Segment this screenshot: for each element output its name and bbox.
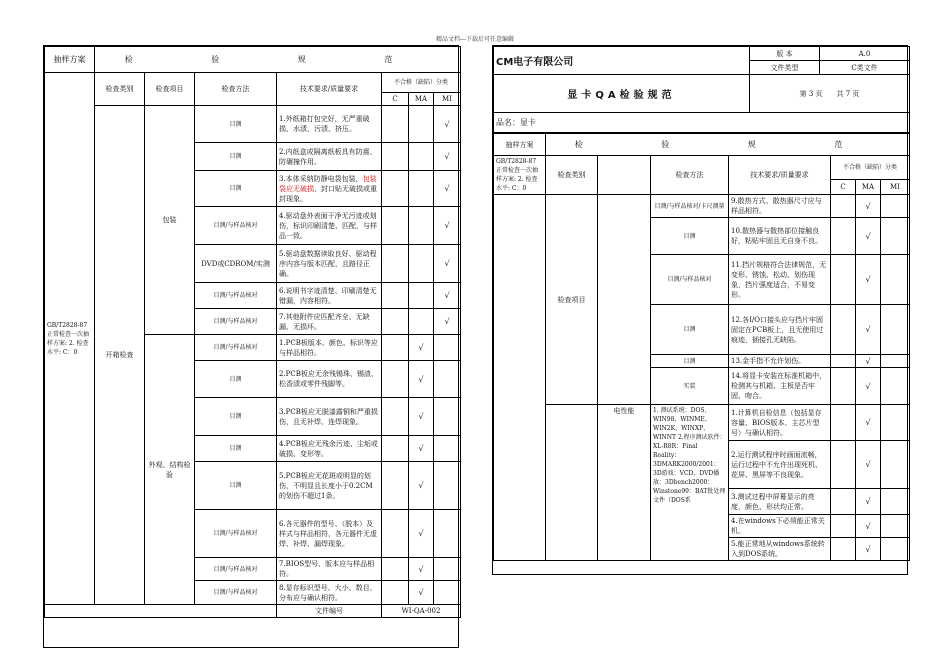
ma-cell [409, 309, 434, 335]
ma-cell [409, 207, 434, 245]
header-ma: MA [856, 179, 881, 194]
method-cell: 实装 [651, 368, 729, 405]
requirement-cell: 7.其他附件应匹配齐全、无缺漏、无损坏。 [277, 309, 382, 335]
requirement-cell: 4.PCB板应无残余污迹、尘垢或破损、变形等。 [277, 436, 382, 462]
mi-cell [881, 405, 910, 441]
c-cell [382, 171, 409, 207]
requirement-cell: 6.各元器件的型号、（脱本）及样式与样品相符，各元器件无虚焊、补焊、漏焊现象。 [277, 510, 382, 558]
requirement-cell: 5.PCB板应无花斑或明显的划伤，不明显且长度小于0.2CM的划伤不超过1条。 [277, 462, 382, 510]
requirement-cell: 4.驱动盘外表面干净无污迹或划伤，标识印刷清楚、匹配，与样品一致。 [277, 207, 382, 245]
requirement-cell: 9.散热方式、散热器尺寸应与样品相符。 [729, 195, 831, 218]
header-requirement: 技术要求/质量要求 [729, 156, 831, 195]
requirement-cell: 11.挡片规格符合法律规范，无变形、锈蚀、松动、划伤现象，挡片强度适合，不易变形。 [729, 255, 831, 305]
method-cell: 目测 [195, 143, 277, 171]
ma-cell: √ [409, 462, 434, 510]
product-name: 品名：显卡 [494, 113, 910, 133]
mi-cell [881, 515, 910, 538]
ma-cell [409, 106, 434, 143]
method-cell: 目测/与样品核对 [195, 283, 277, 309]
ma-cell: √ [409, 436, 434, 462]
mi-cell [434, 558, 461, 581]
requirement-cell: 12.各I/O口接头应与挡片牢固固定在PCB板上，且无使用过痕迹，插接孔无缺陷。 [729, 305, 831, 355]
c-cell [382, 558, 409, 581]
c-cell [382, 581, 409, 605]
c-cell [831, 355, 856, 368]
mi-cell [434, 335, 461, 361]
perf-method: 1. 测试系统：DOS、WIN98、WINME、WIN2K、WINXP、WINNT 2.程序测试软件：XL-R8R：Final Reality：3DMARK2000/2001：3D游戏：VCD、DVD播放：3Dbench2000：Winstone99：BAT批处理文件（DOS系 [651, 405, 729, 561]
ma-cell [409, 171, 434, 207]
requirement-cell: 4.在windows下必须能正常关机。 [729, 515, 831, 538]
mi-cell [434, 361, 461, 398]
method-cell: 目测/与样品核对 [195, 207, 277, 245]
ma-cell [409, 245, 434, 283]
ma-cell: √ [856, 218, 881, 255]
mi-cell [881, 195, 910, 218]
method-cell: 目测 [195, 106, 277, 143]
c-cell [831, 405, 856, 441]
requirement-text: 、封口贴无破损或重封现象。 [279, 184, 377, 203]
header-mi: MI [881, 179, 910, 194]
ma-cell: √ [856, 489, 881, 515]
requirement-cell: 6.说明书字迹清楚、印刷清楚无错漏，内容相符。 [277, 283, 382, 309]
header-method: 检查方法 [651, 156, 729, 195]
requirement-cell: 7.BIOS型号、版本应与样品相符。 [277, 558, 382, 581]
mi-cell [881, 489, 910, 515]
ma-cell: √ [856, 195, 881, 218]
header-method: 检查方法 [195, 73, 277, 106]
spec-title: 检 验 规 范 [546, 134, 910, 156]
requirement-cell: 8.显存标识型号、大小、数目、分布应与确认相符。 [277, 581, 382, 605]
method-cell: 目测/与样品核对 [195, 558, 277, 581]
c-cell [831, 515, 856, 538]
mi-cell [881, 441, 910, 489]
category-blank [546, 405, 598, 561]
doctype-value: C类文件 [820, 61, 910, 75]
header-item-blank [598, 156, 651, 195]
page-info: 第 3 页 共 7 页 [750, 75, 910, 113]
version-value: A.0 [820, 47, 910, 61]
requirement-cell: 1.外纸箱打包完好，无严重破损、水渍、污渍、挤压。 [277, 106, 382, 143]
method-cell: 目测/与样品核对/卡尺测量 [651, 195, 729, 218]
c-cell [382, 207, 409, 245]
mi-cell [434, 510, 461, 558]
requirement-cell: 2.PCB板应无余残锡珠、锡渣、松香渍或零件残脚等。 [277, 361, 382, 398]
requirement-cell: 3.测试过程中屏幕显示的亮度、颜色、形状均正常。 [729, 489, 831, 515]
method-cell: 目测/与样品核对 [651, 255, 729, 305]
company-name: CM电子有限公司 [494, 47, 750, 75]
method-cell: 目测 [195, 361, 277, 398]
requirement-cell [277, 171, 382, 207]
left-page [43, 45, 459, 648]
right-page [492, 45, 908, 575]
mi-cell [881, 355, 910, 368]
mi-cell [881, 305, 910, 355]
ma-cell: √ [409, 581, 434, 605]
mi-cell [434, 462, 461, 510]
ma-cell: √ [856, 405, 881, 441]
sampling-label: 抽样方案 [494, 134, 546, 156]
c-cell [831, 255, 856, 305]
c-cell [382, 245, 409, 283]
header-item: 检查项目 [145, 73, 195, 106]
ma-cell: √ [409, 335, 434, 361]
perf-label: 电性能 [598, 405, 651, 561]
c-cell [831, 305, 856, 355]
ma-cell: √ [409, 398, 434, 436]
header-c: C [382, 93, 409, 106]
c-cell [831, 218, 856, 255]
mi-cell: √ [434, 143, 461, 171]
mi-cell [881, 538, 910, 561]
item-packaging: 包装 [145, 106, 195, 335]
header-defect-class: 不合格（缺陷）分类 [382, 73, 461, 93]
ma-cell [409, 283, 434, 309]
mi-cell: √ [434, 106, 461, 143]
mi-cell [881, 255, 910, 305]
footer-spacer [45, 605, 277, 618]
requirement-cell: 5.驱动盘数据读取良好、驱动程序内容与版本匹配，且路径正确。 [277, 245, 382, 283]
item-appearance: 外观、结构检验 [145, 335, 195, 605]
c-cell [382, 335, 409, 361]
header-category: 检查类别 [95, 73, 145, 106]
method-cell: 目测 [195, 462, 277, 510]
method-cell: 目测 [195, 398, 277, 436]
sampling-label: 抽样方案 [45, 47, 95, 73]
spec-title: 检 验 规 范 [95, 47, 461, 73]
requirement-highlight: 包装袋应无破损 [279, 174, 377, 193]
top-note: 精品文档---下载后可任意编辑 [435, 36, 515, 43]
method-cell: 目测/与样品核对 [195, 581, 277, 605]
method-cell: 目测/与样品核对 [195, 309, 277, 335]
c-cell [831, 195, 856, 218]
ma-cell: √ [409, 361, 434, 398]
mi-cell: √ [434, 283, 461, 309]
right-spec-table [493, 133, 910, 561]
doc-number-label: 文件编号 [277, 605, 382, 618]
c-cell [382, 462, 409, 510]
ma-cell: √ [856, 515, 881, 538]
mi-cell [434, 581, 461, 605]
version-label: 版 本 [750, 47, 820, 61]
requirement-cell: 13.金手指不允许划伤。 [729, 355, 831, 368]
ma-cell: √ [856, 368, 881, 405]
mi-cell [434, 398, 461, 436]
right-header-table [493, 46, 910, 133]
c-cell [382, 361, 409, 398]
ma-cell: √ [856, 538, 881, 561]
sampling-blank [494, 195, 546, 561]
requirement-cell: 14.将显卡安装在标准机箱中，检测其与机箱、主板是否牢固、吻合。 [729, 368, 831, 405]
mi-cell [434, 436, 461, 462]
method-cell: 目测 [651, 355, 729, 368]
c-cell [382, 106, 409, 143]
mi-cell: √ [434, 245, 461, 283]
c-cell [382, 436, 409, 462]
requirement-cell: 5.能正常地从windows系统转入到DOS系统。 [729, 538, 831, 561]
header-c: C [831, 179, 856, 194]
method-cell: DVD或CDROM/实测 [195, 245, 277, 283]
method-cell: 目测 [651, 218, 729, 255]
ma-cell: √ [856, 255, 881, 305]
c-cell [382, 309, 409, 335]
mi-cell [881, 218, 910, 255]
method-cell: 目测/与样品核对 [195, 510, 277, 558]
ma-cell: √ [409, 558, 434, 581]
mi-cell: √ [434, 171, 461, 207]
header-defect-class: 不合格（缺陷）分类 [831, 156, 910, 180]
document-title: 显卡QA检验规范 [494, 75, 750, 113]
c-cell [382, 143, 409, 171]
requirement-cell: 10.散热器与散热部位接触良好，粘贴牢固且无自身不良。 [729, 218, 831, 255]
requirement-cell: 3.PCB板应无脱漆露铜和严重损伤，且无补焊、连焊现象。 [277, 398, 382, 436]
ma-cell: √ [856, 305, 881, 355]
ma-cell [409, 143, 434, 171]
item-blank [598, 195, 651, 405]
doctype-label: 文件类型 [750, 61, 820, 75]
sampling-plan-text: GB/T2828-87 正常检查一次抽样方案: 2. 检查水平: C：0 [494, 156, 546, 195]
method-cell: 目测/与样品核对 [195, 335, 277, 361]
mi-cell: √ [434, 207, 461, 245]
c-cell [382, 510, 409, 558]
header-category: 检查类别 [546, 156, 598, 195]
c-cell [382, 398, 409, 436]
ma-cell: √ [409, 510, 434, 558]
method-cell: 目测 [195, 436, 277, 462]
left-spec-table [44, 46, 461, 618]
requirement-cell: 1.PCB板版本、颜色、标识等应与样品相符。 [277, 335, 382, 361]
method-cell: 目测 [195, 171, 277, 207]
ma-cell: √ [856, 355, 881, 368]
c-cell [831, 538, 856, 561]
c-cell [831, 489, 856, 515]
c-cell [831, 368, 856, 405]
inspection-item: 检查项目 [546, 195, 598, 405]
ma-cell: √ [856, 441, 881, 489]
requirement-cell: 2.运行测试程序时画面流畅，运行过程中不允许出现死机、花屏、黑屏等不良现象。 [729, 441, 831, 489]
mi-cell: √ [434, 309, 461, 335]
sampling-plan-text: GB/T2828-87 正常检查一次抽样方案: 2. 检查水平: C：0 [45, 73, 95, 605]
requirement-text: 3.本体采纳防静电袋包装， [279, 174, 363, 183]
header-requirement: 技术要求/质量要求 [277, 73, 382, 106]
category-unboxing: 开箱检查 [95, 106, 145, 605]
requirement-cell: 2.内纸盒或隔离纸板具有防震、防碾撞作用。 [277, 143, 382, 171]
header-ma: MA [409, 93, 434, 106]
method-cell: 目测 [651, 305, 729, 355]
c-cell [831, 441, 856, 489]
requirement-cell: 1.计算机自检信息（包括显存容量、BIOS版本、主芯片型号）与确认相符。 [729, 405, 831, 441]
doc-number-value: WI-QA-002 [382, 605, 461, 618]
c-cell [382, 283, 409, 309]
header-mi: MI [434, 93, 461, 106]
mi-cell [881, 368, 910, 405]
